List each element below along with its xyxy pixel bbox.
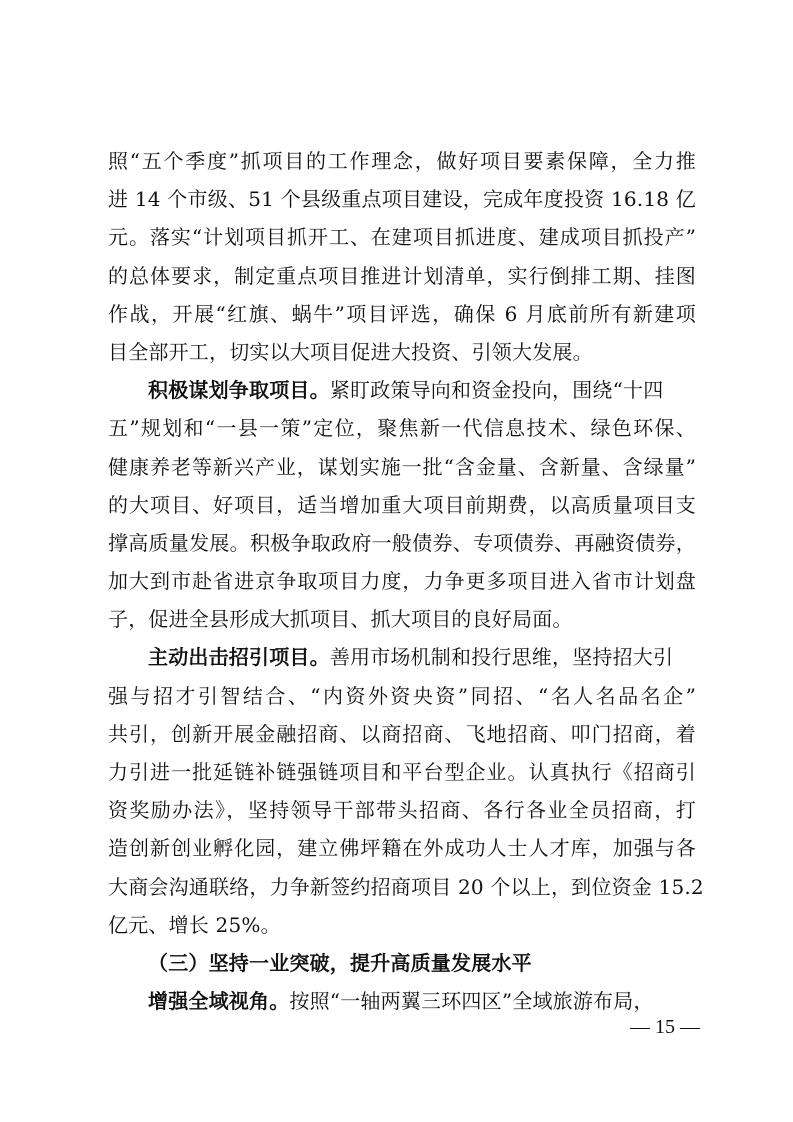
text-line: 进 14 个市级、51 个县级重点项目建设，完成年度投资 16.18 亿 xyxy=(108,187,696,212)
text-line: 资奖励办法》，坚持领导干部带头招商、各行各业全员招商，打 xyxy=(108,798,696,823)
text-line: 健康养老等新兴产业，谋划实施一批“含金量、含新量、含绿量” xyxy=(108,454,696,479)
text-line: 子，促进全县形成大抓项目、抓大项目的良好局面。 xyxy=(108,607,573,632)
text-line: 五”规划和“一县一策”定位，聚焦新一代信息技术、绿色环保、 xyxy=(108,416,696,441)
text-run: 按照“一轴两翼三环四区”全域旅游布局， xyxy=(289,989,654,1014)
paragraph-plan-projects xyxy=(108,371,696,638)
paragraph-attract-investment xyxy=(108,638,704,944)
text-line: 力引进一批延链补链强链项目和平台型企业。认真执行《招商引 xyxy=(108,760,696,784)
text-line: 的大项目、好项目，适当增加重大项目前期费，以高质量项目支 xyxy=(108,492,696,517)
text-line: 强与招才引智结合、“内资外资央资”同招、“名人名品名企” xyxy=(108,683,696,708)
paragraph-lead: 增强全域视角。 xyxy=(148,989,290,1014)
text-line xyxy=(108,638,696,676)
page-number: — 15 — xyxy=(630,1016,700,1038)
text-line xyxy=(108,371,696,409)
text-line: 的总体要求，制定重点项目推进计划清单，实行倒排工期、挂图 xyxy=(108,263,696,288)
text-run: 紧盯政策导向和资金投向，围绕“十四 xyxy=(329,378,664,403)
text-line: 共引，创新开展金融招商、以商招商、飞地招商、叩门招商，着 xyxy=(108,721,696,746)
text-line: 照“五个季度”抓项目的工作理念，做好项目要素保障，全力推 xyxy=(108,149,696,173)
paragraph-lead: 积极谋划争取项目。 xyxy=(148,378,330,403)
text-run: 善用市场机制和投行思维，坚持招大引 xyxy=(329,645,674,670)
text-line: 目全部开工，切实以大项目促进大投资、引领大发展。 xyxy=(108,339,593,364)
text-line: 大商会沟通联络，力争新签约招商项目 20 个以上，到位资金 15.2 xyxy=(108,874,704,899)
text-line: 造创新创业孵化园，建立佛坪籍在外成功人士人才库，加强与各 xyxy=(108,836,696,861)
text-line: 元。落实“计划项目抓开工、在建项目抓进度、建成项目抓投产” xyxy=(108,225,696,250)
body-text xyxy=(108,142,704,1020)
text-line: 亿元、增长 25%。 xyxy=(108,912,281,937)
text-line: 作战，开展“红旗、蜗牛”项目评选，确保 6 月底前所有新建项 xyxy=(108,301,696,326)
text-line: 撑高质量发展。积极争取政府一般债券、专项债券、再融资债券， xyxy=(108,530,696,555)
section-heading: （三）坚持一业突破，提升高质量发展水平 xyxy=(148,950,532,975)
paragraph-project-implementation xyxy=(108,142,696,371)
paragraph-lead: 主动出击招引项目。 xyxy=(148,645,330,670)
text-line xyxy=(108,982,696,1020)
text-line: 加大到市赴省进京争取项目力度，力争更多项目进入省市计划盘 xyxy=(108,569,696,594)
